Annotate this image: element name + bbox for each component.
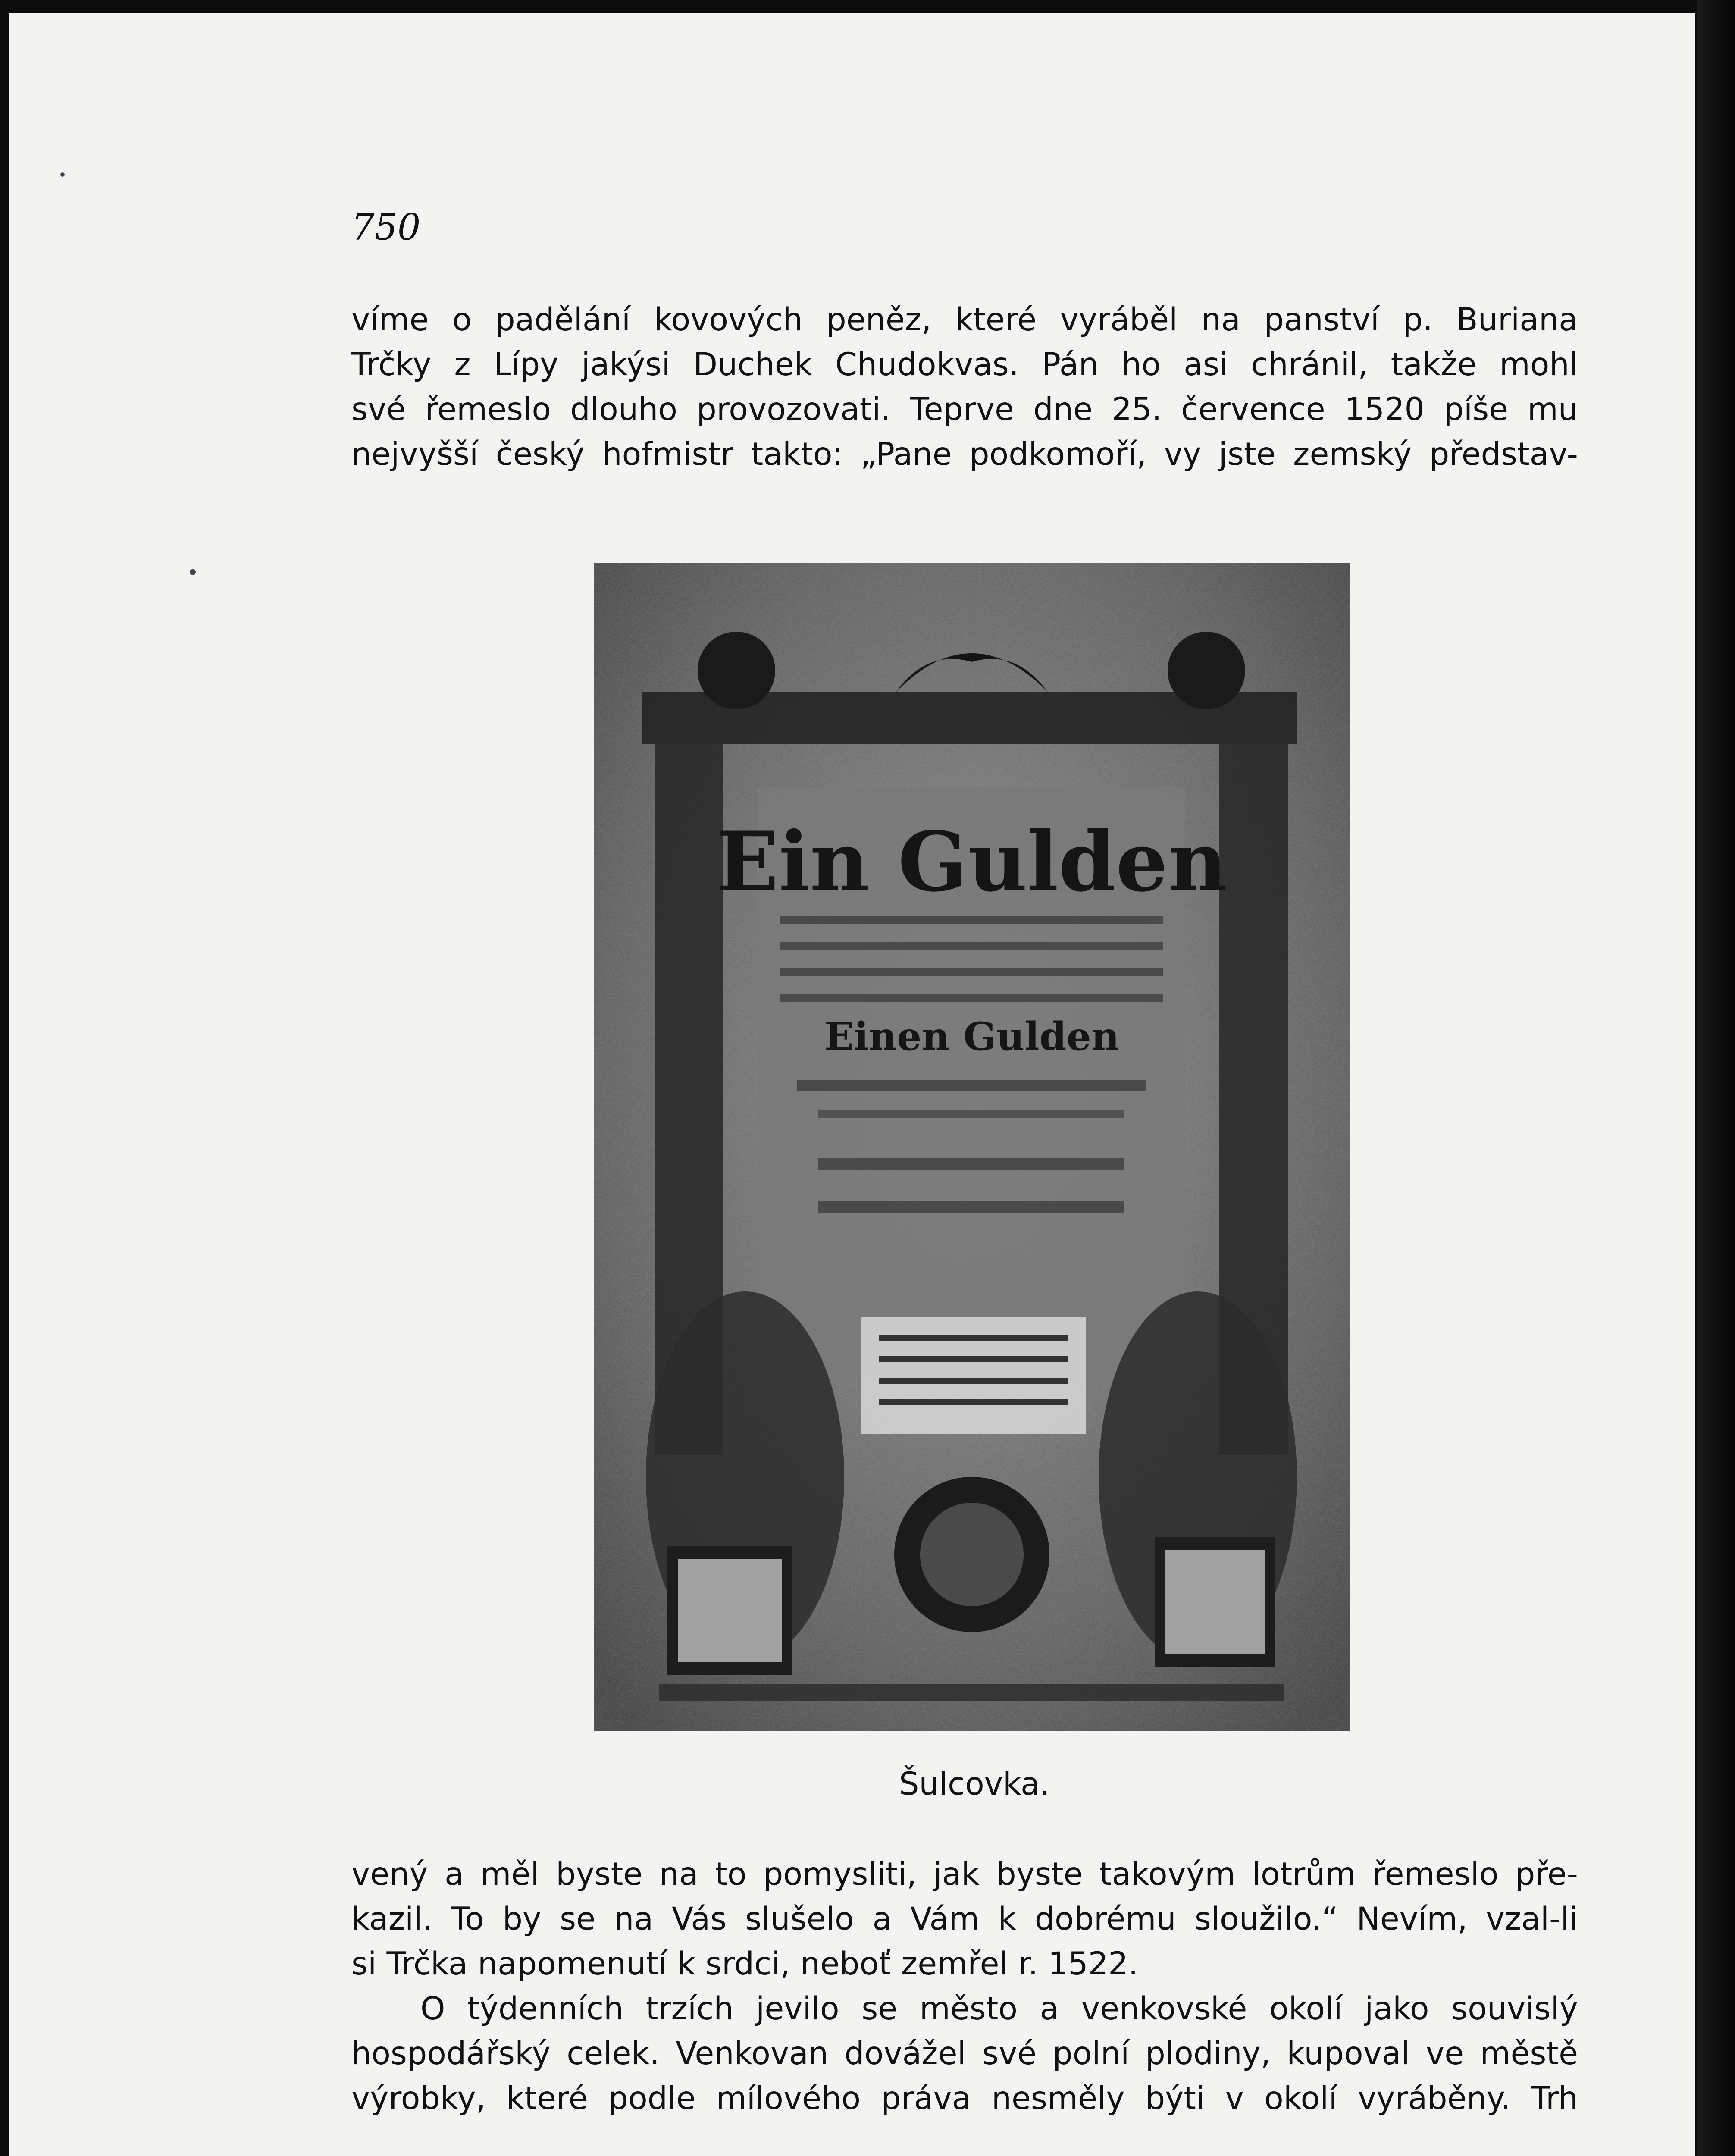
text-line: víme o padělání kovových peněz, které vyráběl na panství p. Buriana <box>351 301 1578 338</box>
page-number: 750 <box>351 206 421 248</box>
text-line: hospodářský celek. Venkovan dovážel své polní plodiny, kupoval ve městě <box>351 2035 1578 2072</box>
text-line: Trčky z Lípy jakýsi Duchek Chudokvas. Pán ho asi chránil, takže mohl <box>351 346 1578 383</box>
paragraph-top <box>351 298 1578 477</box>
scan-speck <box>190 569 196 575</box>
text-line: vený a měl byste na to pomysliti, jak byste takovým lotrům řemeslo pře- <box>351 1856 1578 1893</box>
text-line: kazil. To by se na Vás slušelo a Vám k dobrému sloužilo.“ Nevím, vzal-li <box>351 1901 1578 1937</box>
text-line: si Trčka napomenutí k srdci, neboť zemřel r. 1522. <box>351 1946 1138 1982</box>
banknote-value: Einen Gulden <box>824 1014 1120 1059</box>
text-line: nejvyšší český hofmistr takto: „Pane podkomoří, vy jste zemský představ- <box>351 436 1578 473</box>
text-line: výrobky, které podle mílového práva nesměly býti v okolí vyráběny. Trh <box>351 2080 1578 2117</box>
text-line: své řemeslo dlouho provozovati. Teprve dne 25. července 1520 píše mu <box>351 391 1578 428</box>
text-line: O týdenních trzích jevilo se město a venkovské okolí jako souvislý <box>420 1990 1578 2027</box>
figure-caption: Šulcovka. <box>899 1766 1050 1802</box>
book-spine-shadow <box>1697 0 1735 2156</box>
banknote-image <box>594 563 1350 1731</box>
paragraph-bottom <box>351 1852 1578 2121</box>
scan-speck <box>60 172 65 177</box>
banknote-heading: Ein Gulden <box>716 814 1228 910</box>
